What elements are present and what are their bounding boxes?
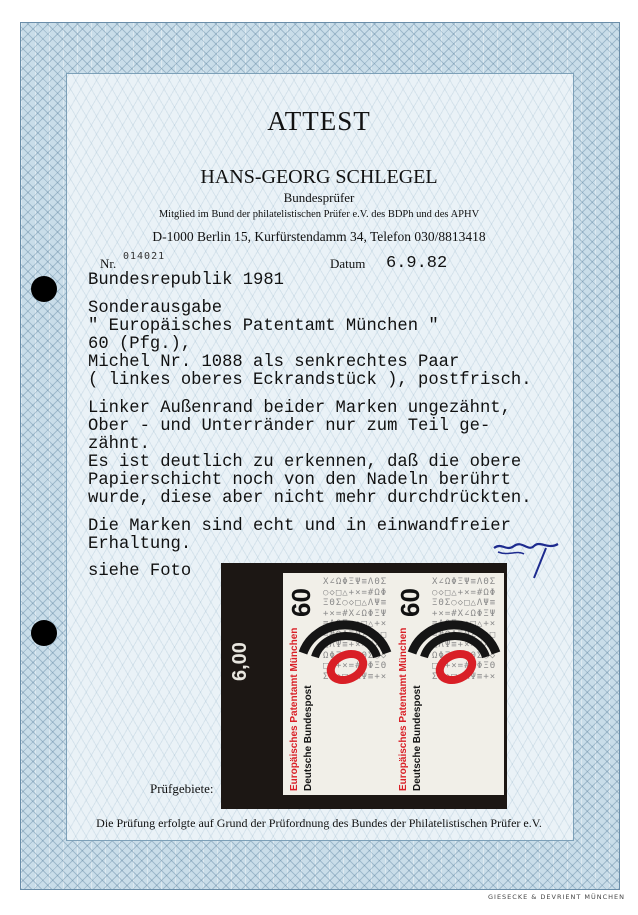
body-line: Linker Außenrand beider Marken ungezähnt,	[88, 399, 511, 418]
number-label: Nr.	[100, 256, 117, 271]
certificate-date: 6.9.82	[386, 254, 448, 273]
examiner-name: HANS-GEORG SCHLEGEL	[200, 166, 438, 188]
membership-line: Mitglied im Bund der philatelistischen Prüfer e.V. des BDPh und des APHV	[158, 209, 480, 220]
stamp-inscription: Europäisches Patentamt München	[289, 627, 300, 791]
body-line: Bundesrepublik 1981	[88, 271, 284, 290]
examiner-role: Bundesprüfer	[283, 190, 355, 205]
date-label: Datum	[330, 256, 366, 271]
body-line: Ober - und Unterränder nur zum Teil ge-	[88, 417, 491, 436]
stamp-pattern: X∠ΩΦΞΨ≡ΛΘΣ○◇□△+×=#ΩΦΞΘΣ○◇□△ΛΨ≡+×=#X∠ΩΦΞΨ≡ΛΘΣ○◇□△+×=#ΩΦΞΘΣ○◇□△ΛΨ≡+×=#X∠ΩΦΞΨ≡ΛΘΣ○◇□△+×=#ΩΦΞΘΣ○◇□△ΛΨ≡+×	[432, 577, 497, 682]
stamp-pattern: X∠ΩΦΞΨ≡ΛΘΣ○◇□△+×=#ΩΦΞΘΣ○◇□△ΛΨ≡+×=#X∠ΩΦΞΨ≡ΛΘΣ○◇□△+×=#ΩΦΞΘΣ○◇□△ΛΨ≡+×=#X∠ΩΦΞΨ≡ΛΘΣ○◇□△+×=#ΩΦΞΘΣ○◇□△ΛΨ≡+×	[323, 577, 388, 682]
stamp-issuer: Deutsche Bundespost	[303, 685, 314, 791]
punch-hole-bottom	[31, 620, 57, 646]
stamp-inscription: Europäisches Patentamt München	[398, 627, 409, 791]
stamp-photo	[221, 563, 507, 809]
body-line: Michel Nr. 1088 als senkrechtes Paar	[88, 353, 460, 372]
body-line: wurde, diese aber nicht mehr durchdrückten.	[88, 489, 532, 508]
body-line: zähnt.	[88, 435, 150, 454]
pruefgebiete-label: Prüfgebiete:	[150, 781, 214, 796]
address-line: D-1000 Berlin 15, Kurfürstendamm 34, Telefon 030/8813418	[152, 229, 486, 244]
body-line: " Europäisches Patentamt München "	[88, 317, 439, 336]
body-line: ( linkes oberes Eckrandstück ), postfrisch.	[88, 371, 532, 390]
body-line: Sonderausgabe	[88, 299, 223, 318]
stamp-value: 60	[395, 588, 425, 617]
stamp-issuer: Deutsche Bundespost	[412, 685, 423, 791]
examination-basis: Die Prüfung erfolgte auf Grund der Prüfordnung des Bundes der Philatelistischen Prüfer e.V.	[96, 816, 542, 830]
body-line: Papierschicht noch von den Nadeln berührt	[88, 471, 511, 490]
body-line: Es ist deutlich zu erkennen, daß die obere	[88, 453, 522, 472]
body-line: Die Marken sind echt und in einwandfreier	[88, 517, 511, 536]
printer-imprint: GIESECKE & DEVRIENT MÜNCHEN	[488, 893, 626, 901]
body-line: siehe Foto	[88, 562, 192, 581]
body-line: 60 (Pfg.),	[88, 335, 192, 354]
margin-value: 6,00	[229, 642, 251, 681]
body-line: Erhaltung.	[88, 535, 192, 554]
stamp-left	[283, 573, 395, 795]
certificate-number: 014021	[123, 251, 166, 262]
stamp-right	[392, 573, 504, 795]
certificate-title: ATTEST	[267, 106, 371, 136]
stamp-value: 60	[286, 588, 316, 617]
punch-hole-top	[31, 276, 57, 302]
